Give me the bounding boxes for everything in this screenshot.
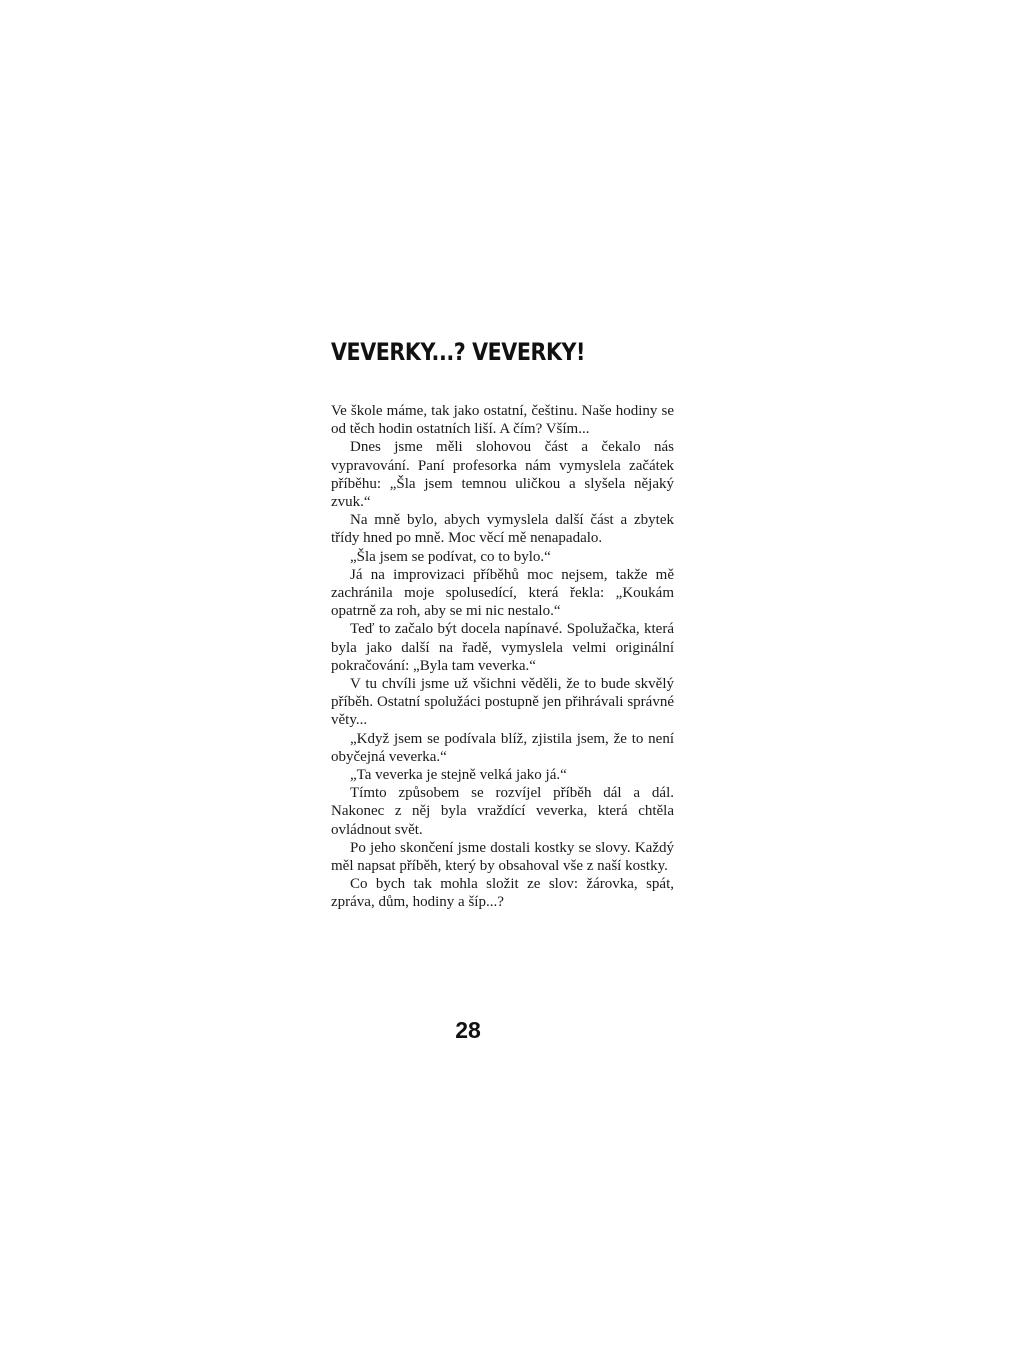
paragraph: Dnes jsme měli slohovou část a čekalo nás vypravování. Paní profesorka nám vymyslela začátek příběhu: „Šla jsem temnou uličkou a slyšela nějaký zvuk.“ — [331, 439, 674, 511]
chapter-body — [331, 402, 674, 912]
page-number: 28 — [455, 1017, 481, 1043]
paragraph: Co bych tak mohla složit ze slov: žárovka, spát, zpráva, dům, hodiny a šíp...? — [331, 876, 674, 911]
paragraph: Ve škole máme, tak jako ostatní, češtinu. Naše hodiny se od těch hodin ostatních liší. A čím? Vším... — [331, 403, 674, 438]
paragraph: Teď to začalo být docela napínavé. Spolužačka, která byla jako další na řadě, vymyslela velmi originální pokračování: „Byla tam veverka.“ — [331, 621, 674, 674]
paragraph: „Šla jsem se podívat, co to bylo.“ — [350, 548, 551, 565]
paragraph: „Když jsem se podívala blíž, zjistila jsem, že to není obyčejná veverka.“ — [331, 730, 674, 765]
paragraph: V tu chvíli jsme už všichni věděli, že to bude skvělý příběh. Ostatní spolužáci postupně jen přihrávali správné věty... — [331, 676, 674, 729]
paragraph: Já na improvizaci příběhů moc nejsem, takže mě zachránila moje spolusedící, která řekla: „Koukám opatrně za roh, aby se mi nic nestalo.“ — [331, 566, 674, 620]
chapter-title: VEVERKY...? VEVERKY! — [331, 338, 586, 366]
paragraph: Tímto způsobem se rozvíjel příběh dál a dál. Nakonec z něj byla vraždící veverka, která chtěla ovládnout svět. — [331, 785, 674, 838]
paragraph: Po jeho skončení jsme dostali kostky se slovy. Každý měl napsat příběh, který by obsahoval vše z naší kostky. — [331, 839, 674, 875]
paragraph: „Ta veverka je stejně velká jako já.“ — [350, 767, 567, 784]
paragraph: Na mně bylo, abych vymyslela další část a zbytek třídy hned po mně. Moc věcí mě nenapadalo. — [331, 512, 674, 547]
